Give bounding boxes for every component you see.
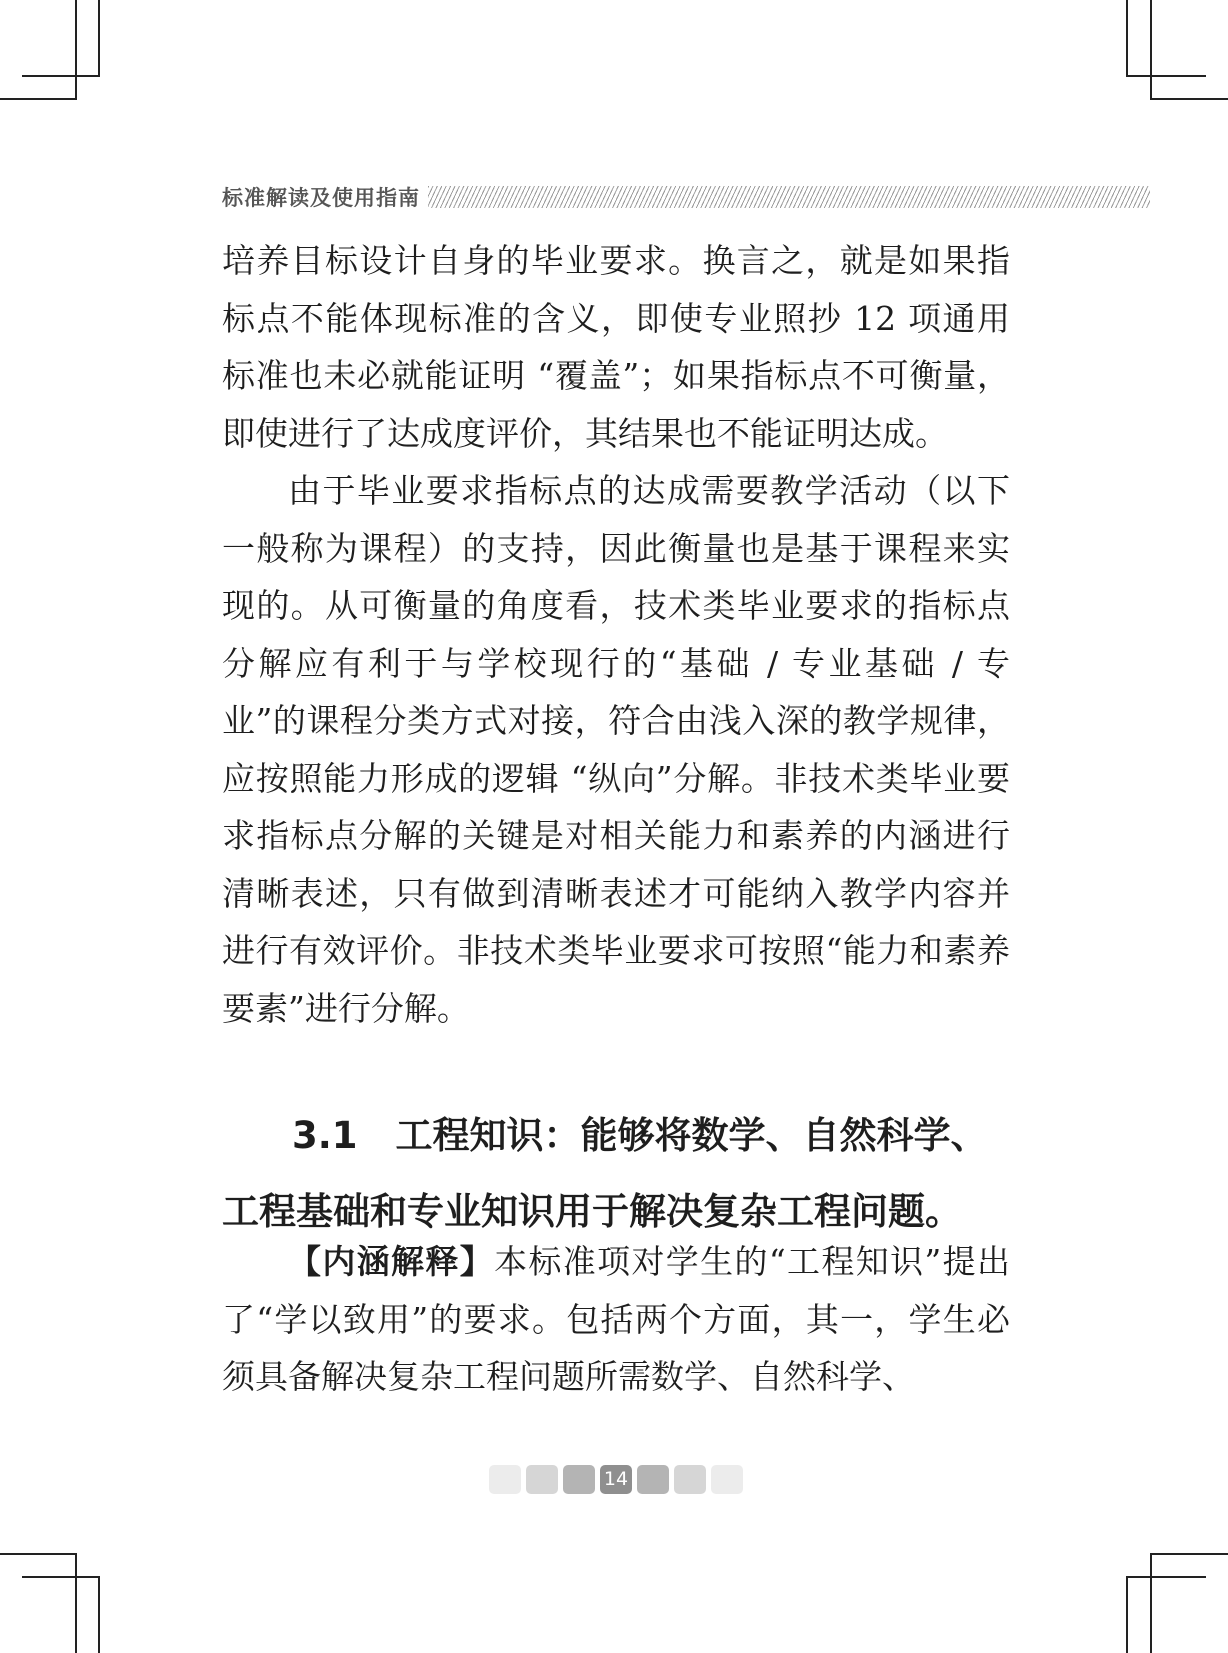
- section-label: 【内涵解释】: [288, 1242, 495, 1281]
- pager-box: [711, 1465, 743, 1494]
- section-title-line1: 工程知识：能够将数学、自然科学、: [395, 1114, 988, 1157]
- pager-box: [489, 1465, 521, 1494]
- section-text: 本标准项对学生的“工程知识”提出了“学以致用”的要求。包括两个方面，其一，学生必须具备解决复杂工程问题所需数学、自然科学、: [222, 1242, 1010, 1396]
- pager-box: [563, 1465, 595, 1494]
- paragraph-2: 由于毕业要求指标点的达成需要教学活动（以下一般称为课程）的支持，因此衡量也是基于课程来实现的。从可衡量的角度看，技术类毕业要求的指标点分解应有利于与学校现行的“基础 / 专业基础 / 专业”的课程分类方式对接，符合由浅入深的教学规律，应按照能力形成的逻辑 “纵向”分解。非技术类毕业要求指标点分解的关键是对相关能力和素养的内涵进行清晰表述，只有做到清晰表述才可能纳入教学内容并进行有效评价。非技术类毕业要求可按照“能力和素养要素”进行分解。: [222, 471, 1010, 1028]
- paragraph-1: 培养目标设计自身的毕业要求。换言之，就是如果指标点不能体现标准的含义，即使专业照抄 12 项通用标准也未必就能证明 “覆盖”；如果指标点不可衡量，即使进行了达成度评价，其结果也不能证明达成。: [222, 241, 1010, 453]
- section-body: [222, 1233, 1010, 1406]
- section-paragraph: [222, 1233, 1010, 1406]
- body-text: [222, 232, 1010, 1037]
- page-number: 14: [600, 1465, 632, 1494]
- section-title-line2: 工程基础和专业知识用于解决复杂工程问题。: [222, 1190, 962, 1233]
- page-number-bar: [489, 1465, 743, 1494]
- section-number: 3.1: [292, 1114, 358, 1157]
- pager-box: [637, 1465, 669, 1494]
- pager-box: [526, 1465, 558, 1494]
- running-head-title: 标准解读及使用指南: [222, 186, 420, 210]
- section-heading: [222, 1098, 1012, 1250]
- running-head: [222, 183, 1150, 211]
- pager-box: [674, 1465, 706, 1494]
- running-head-rule: [428, 186, 1150, 208]
